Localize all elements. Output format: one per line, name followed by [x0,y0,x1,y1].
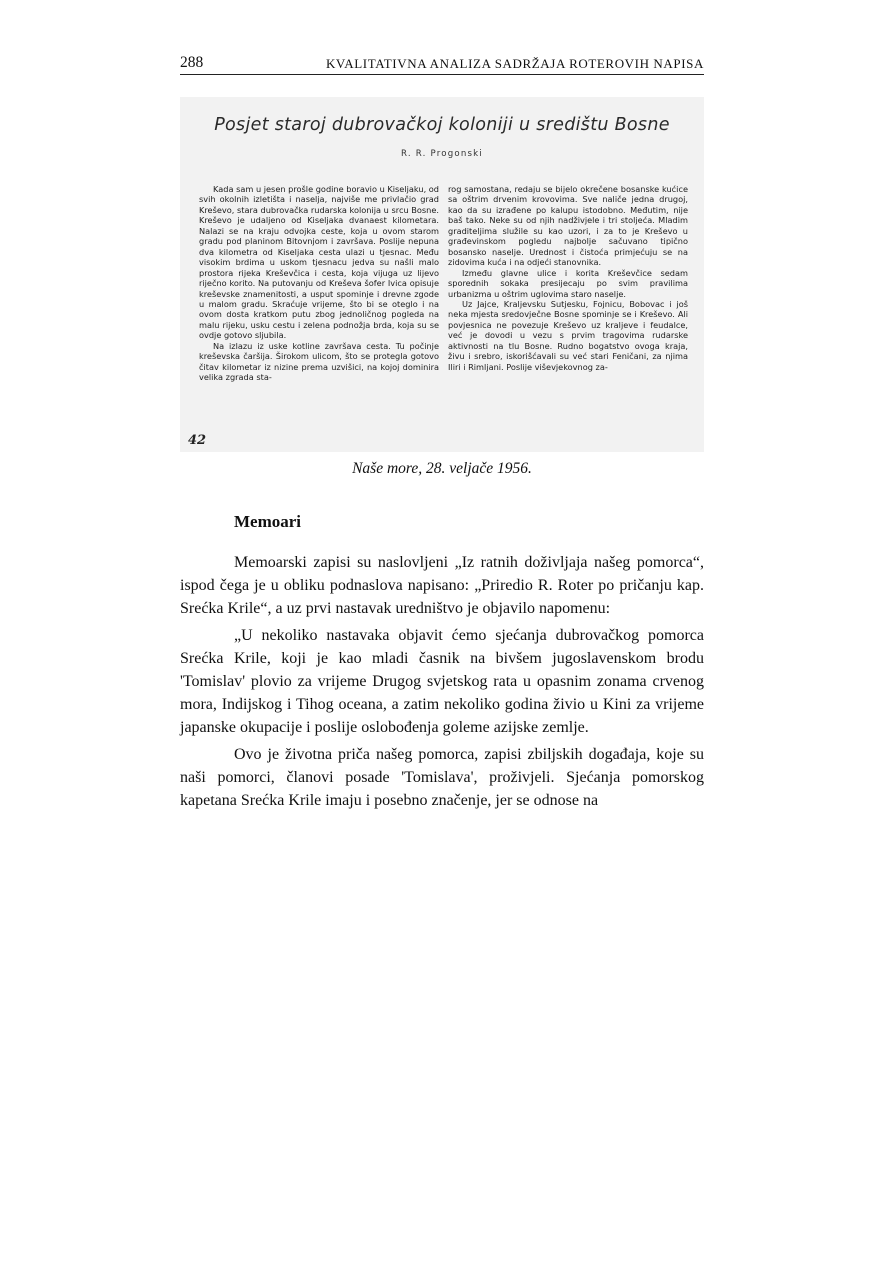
scan-paragraph: Između glavne ulice i korita Kreševčice sedam sporednih sokaka presijecaju po svim pravilima urbanizma u oštrim uglovima staro naselje. [448,267,688,299]
scan-left-column [199,184,439,383]
page-header [180,52,704,75]
scan-article-title: Posjet staroj dubrovačkoj koloniji u središtu Bosne [214,115,670,135]
scan-paragraph: Kada sam u jesen prošle godine boravio u Kiseljaku, od svih okolnih izletišta i naselja, najviše me privlačio grad Kreševo, stara dubrovačka rudarska kolonija u srcu Bosne. Kreševo je udaljeno od Kiseljaka dvanaest kilometara. Nalazi se na kraju odvojka ceste, koja u ovom starom gradu pod planinom Bitovnjom i završava. Poslije nepuna dva kilometra od Kiseljaka cesta ulazi u tjesnac. Među visokim brdima u uskom tjesnacu jedva su našli malo prostora rijeka Kreševčica i cesta, koja vijuga uz lijevo riječno korito. Na putovanju od Kreševa šofer Ivica opisuje kreševske znamenitosti, a usput spominje i drevne zgode u malom gradu. Skraćuje vrijeme, što bi se oteglo i na ovom dosta kratkom putu zbog jednoličnog pogleda na malu rijeku, usku cestu i zelena podnožja brda, koja su se ovdje gotovo sljubila. [199,184,439,341]
scan-page-number: 42 [188,433,207,448]
scan-article-author: R. R. Progonski [401,149,483,159]
body-text [180,551,704,815]
scan-paragraph: Uz Jajce, Kraljevsku Sutjesku, Fojnicu, Bobovac i još neka mjesta sredovječne Bosne spominje se i Kreševo. Ali povjesnica ne povezuje Kreševo uz kraljeve i feudalce, već je dovodi u vezu s prvim tragovima rudarske aktivnosti na tlu Bosne. Rudno bogatstvo ovoga kraja, živu i srebro, iskorišćavali su već stari Feničani, za njima Iliri i Rimljani. Poslije viševjekovnog za- [448,298,688,372]
scan-paragraph: rog samostana, redaju se bijelo okrečene bosanske kućice sa oštrim drvenim krovovima. Sve naliče jedna drugoj, kao da su izrađene po kalupu istodobno. Međutim, nije baš tako. Neke su od njih nadživjele i tri stoljeća. Mladim graditeljima služile su kao uzori, i za to je Kreševo u građevinskom pogledu najbolje sačuvano tipično bosansko naselje. Urednost i čistoća primjećuju se na zidovima kuća i na odjeći stanovnika. [448,184,688,268]
scanned-article-image [180,97,704,452]
body-paragraph: „U nekoliko nastavaka objavit ćemo sjećanja dubrovačkog pomorca Srećka Krile, koji je kao mladi časnik na bivšem jugoslavenskom brodu 'Tomislav' plovio za vrijeme Drugog svjetskog rata u opasnim zonama crvenog mora, Indijskog i Tihog oceana, a zatim nekoliko godina živio u Kini za vrijeme japanske okupacije i poslije oslobođenja goleme azijske zemlje. [180,626,704,737]
body-paragraph: Memoarski zapisi su naslovljeni „Iz ratnih doživljaja našeg pomorca“, ispod čega je u obliku podnaslova napisano: „Priredio R. Roter po pričanju kap. Srećka Krile“, a uz prvi nastavak uredništvo je objavilo napomenu: [180,554,704,618]
scan-right-column [448,184,688,372]
running-title: KVALITATIVNA ANALIZA SADRŽAJA ROTEROVIH NAPISA [325,56,704,71]
section-heading: Memoari [234,512,302,531]
image-caption: Naše more, 28. veljače 1956. [352,460,532,477]
page-number: 288 [180,54,204,71]
body-paragraph: Ovo je životna priča našeg pomorca, zapisi zbiljskih događaja, koje su naši pomorci, članovi posade 'Tomislava', proživjeli. Sjećanja pomorskog kapetana Srećka Krile imaju i posebno značenje, jer se odnose na [180,745,704,810]
scan-paragraph: Na izlazu iz uske kotline završava cesta. Tu počinje kreševska čaršija. Širokom ulicom, što se protegla gotovo čitav kilometar iz nizine prema uzvišici, na kojoj dominira velika zgrada sta- [199,340,439,383]
